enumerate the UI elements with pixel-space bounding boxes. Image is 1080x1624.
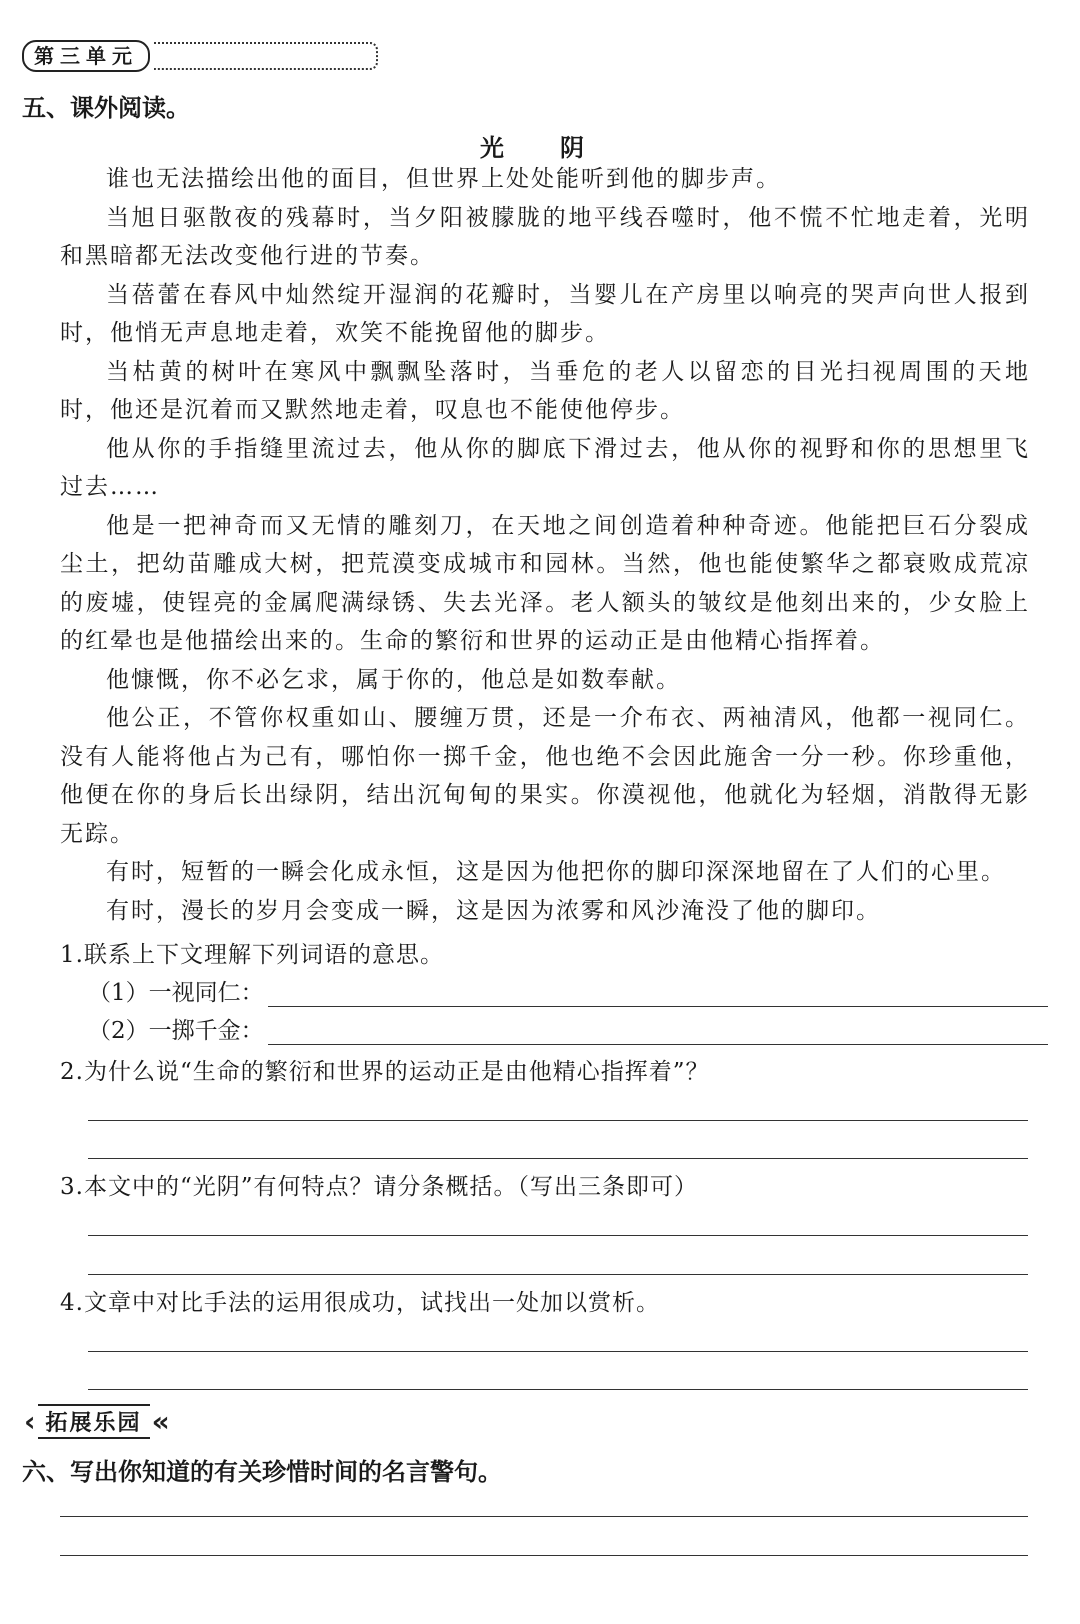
banner-text: 拓展乐园 bbox=[38, 1404, 150, 1439]
passage-paragraph: 当旭日驱散夜的残幕时，当夕阳被朦胧的地平线吞噬时，他不慌不忙地走着，光明和黑暗都无法改变他行进的节奏。 bbox=[60, 204, 1030, 269]
answer-line-2a[interactable] bbox=[88, 1120, 1028, 1121]
extension-banner bbox=[24, 1404, 170, 1438]
answer-line-2b[interactable] bbox=[88, 1158, 1028, 1159]
answer-line-3b[interactable] bbox=[88, 1274, 1028, 1275]
answer-line-6a[interactable] bbox=[60, 1516, 1028, 1517]
passage-title: 光 阴 bbox=[480, 134, 600, 162]
question-1-2 bbox=[88, 1012, 1048, 1045]
answer-line-6b[interactable] bbox=[60, 1555, 1028, 1556]
passage-paragraph: 有时，短暂的一瞬会化成永恒，这是因为他把你的脚印深深地留在了人们的心里。 bbox=[106, 859, 1006, 885]
passage-paragraph: 当蓓蕾在春风中灿然绽开湿润的花瓣时，当婴儿在产房里以响亮的哭声向世人报到时，他悄无声息地走着，欢笑不能挽留他的脚步。 bbox=[60, 281, 1030, 346]
double-chevron-left-icon: « bbox=[151, 1404, 170, 1438]
passage-paragraph: 谁也无法描绘出他的面目，但世界上处处能听到他的脚步声。 bbox=[106, 166, 781, 192]
passage-paragraph: 他慷慨，你不必乞求，属于你的，他总是如数奉献。 bbox=[106, 666, 681, 693]
answer-line-4a[interactable] bbox=[88, 1351, 1028, 1352]
question-1-1 bbox=[88, 974, 1048, 1007]
passage-paragraph: 他公正，不管你权重如山、腰缠万贯，还是一介布衣、两袖清风，他都一视同仁。没有人能将他占为己有，哪怕你一掷千金，他也绝不会因此施舍一分一秒。你珍重他，他便在你的身后长出绿阴，结出沉甸甸的果实。你漠视他，他就化为轻烟，消散得无影无踪。 bbox=[60, 705, 1030, 847]
passage-paragraph: 有时，漫长的岁月会变成一瞬，这是因为浓雾和风沙淹没了他的脚印。 bbox=[106, 897, 881, 924]
section-6-title: 六、写出你知道的有关珍惜时间的名言警句。 bbox=[22, 1458, 502, 1486]
question-1: 1.联系上下文理解下列词语的意思。 bbox=[60, 942, 444, 968]
chevron-left-icon: ‹ bbox=[24, 1404, 36, 1438]
answer-line-3a[interactable] bbox=[88, 1235, 1028, 1236]
question-2: 2.为什么说“生命的繁衍和世界的运动正是由他精心指挥着”？ bbox=[60, 1059, 710, 1085]
answer-line-4b[interactable] bbox=[88, 1389, 1028, 1390]
passage-paragraph: 当枯黄的树叶在寒风中飘飘坠落时，当垂危的老人以留恋的目光扫视周围的天地时，他还是沉着而又默然地走着，叹息也不能使他停步。 bbox=[60, 358, 1030, 423]
section-5-title: 五、课外阅读。 bbox=[22, 94, 190, 122]
question-1-2-label: （2）一掷千金： bbox=[88, 1018, 264, 1044]
passage-paragraph: 他是一把神奇而又无情的雕刻刀，在天地之间创造着种种奇迹。他能把巨石分裂成尘土，把幼苗雕成大树，把荒漠变成城市和园林。当然，他也能使繁华之都衰败成荒凉的废墟，使锃亮的金属爬满绿锈、失去光泽。老人额头的皱纹是他刻出来的，少女脸上的红晕也是他描绘出来的。生命的繁衍和世界的运动正是由他精心指挥着。 bbox=[60, 512, 1030, 654]
passage-body bbox=[60, 160, 1030, 930]
answer-line-1-2[interactable] bbox=[268, 1020, 1048, 1045]
unit-tag bbox=[22, 40, 378, 72]
unit-dotted-decoration bbox=[154, 42, 378, 70]
question-4: 4.文章中对比手法的运用很成功，试找出一处加以赏析。 bbox=[60, 1290, 660, 1316]
question-1-1-label: （1）一视同仁： bbox=[88, 980, 264, 1006]
question-3: 3.本文中的“光阴”有何特点？请分条概括。（写出三条即可） bbox=[60, 1174, 698, 1200]
answer-line-1-1[interactable] bbox=[268, 982, 1048, 1007]
passage-paragraph: 他从你的手指缝里流过去，他从你的脚底下滑过去，他从你的视野和你的思想里飞过去…… bbox=[60, 435, 1030, 500]
unit-label: 第三单元 bbox=[22, 40, 150, 72]
